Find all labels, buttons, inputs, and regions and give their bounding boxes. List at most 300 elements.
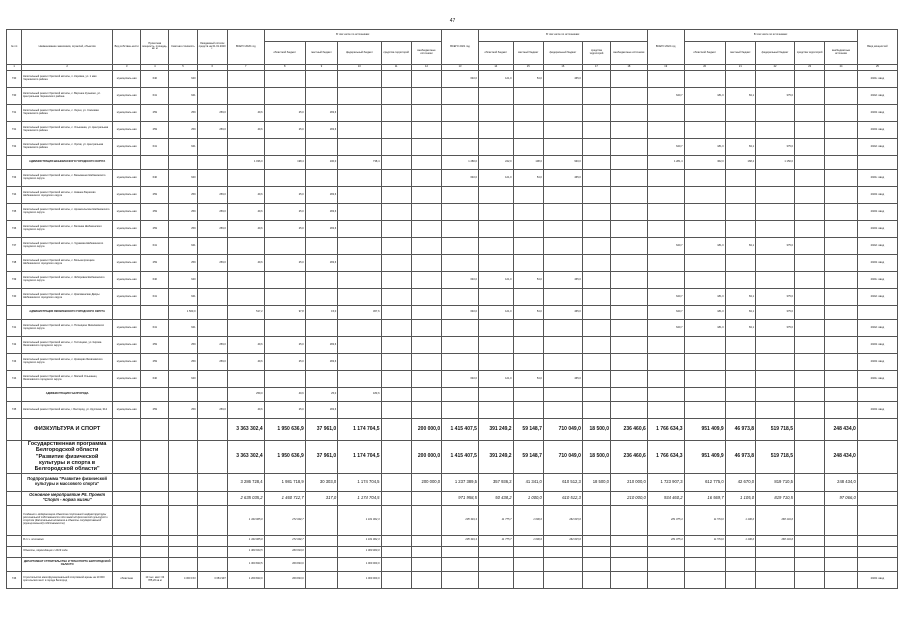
table-cell: 465,0 bbox=[543, 306, 582, 320]
table-cell bbox=[795, 473, 825, 491]
table-cell bbox=[197, 320, 227, 337]
table-cell: 18 500,0 bbox=[582, 441, 610, 474]
table-row bbox=[7, 238, 898, 255]
table-cell: 242,0 bbox=[478, 156, 513, 170]
table-cell bbox=[825, 402, 857, 419]
table-cell: 259 bbox=[141, 354, 169, 371]
col-header-extrabudget: внебюджетные источники bbox=[611, 42, 648, 65]
table-cell bbox=[338, 337, 381, 354]
table-cell: 1 161 902,3 bbox=[338, 505, 381, 535]
table-cell: 181,0 bbox=[684, 289, 725, 306]
section-row bbox=[7, 419, 898, 441]
table-cell bbox=[305, 571, 337, 588]
col-header-territorial: средства территорий bbox=[582, 42, 610, 65]
table-cell bbox=[141, 491, 169, 505]
table-cell bbox=[611, 571, 648, 588]
table-cell bbox=[478, 255, 513, 272]
table-cell: 744 bbox=[7, 371, 22, 388]
table-cell: 641 bbox=[141, 139, 169, 156]
column-index-cell: 19 bbox=[647, 65, 684, 71]
table-cell: 248 434,0 bbox=[825, 441, 857, 474]
col-header-regional: областной бюджет bbox=[478, 42, 513, 65]
table-cell bbox=[795, 105, 825, 122]
table-cell bbox=[197, 371, 227, 388]
table-cell bbox=[442, 546, 479, 557]
table-cell: 742 bbox=[7, 337, 22, 354]
table-cell: 610 512,3 bbox=[543, 473, 582, 491]
table-row bbox=[7, 272, 898, 289]
table-cell bbox=[825, 272, 857, 289]
table-cell bbox=[582, 88, 610, 105]
table-cell bbox=[305, 272, 337, 289]
table-cell: 357 936,2 bbox=[478, 473, 513, 491]
table-cell bbox=[582, 255, 610, 272]
table-cell: 37 961,0 bbox=[305, 441, 337, 474]
table-cell bbox=[411, 272, 441, 289]
table-cell bbox=[684, 255, 725, 272]
table-cell: 1 460 712,7 bbox=[264, 491, 305, 505]
table-cell: 281 075,4 bbox=[647, 535, 684, 546]
table-cell bbox=[582, 170, 610, 187]
table-cell: 183,6 bbox=[305, 255, 337, 272]
table-cell bbox=[756, 255, 795, 272]
col-header-regional: областной бюджет bbox=[684, 42, 725, 65]
table-cell bbox=[756, 388, 795, 402]
table-cell bbox=[141, 546, 169, 557]
column-index-cell: 21 bbox=[725, 65, 755, 71]
table-row bbox=[7, 122, 898, 139]
table-cell: 268 101,6 bbox=[756, 535, 795, 546]
table-cell bbox=[725, 388, 755, 402]
page-number: 47 bbox=[449, 18, 456, 24]
table-cell: 259,0 bbox=[197, 187, 227, 204]
table-cell bbox=[381, 289, 411, 306]
table-cell bbox=[411, 122, 441, 139]
table-cell: 2021г. ввод bbox=[857, 170, 897, 187]
table-cell bbox=[197, 88, 227, 105]
table-cell bbox=[478, 187, 513, 204]
table-cell bbox=[141, 557, 169, 571]
table-cell bbox=[543, 402, 582, 419]
table-cell bbox=[582, 289, 610, 306]
table-cell: 183,6 bbox=[305, 105, 337, 122]
table-cell: 641 bbox=[169, 320, 197, 337]
table-cell bbox=[197, 139, 227, 156]
table-cell: 1 000,0 bbox=[513, 535, 543, 546]
table-cell: 1 000,0 bbox=[513, 491, 543, 505]
table-cell bbox=[169, 491, 197, 505]
table-cell bbox=[756, 546, 795, 557]
table-cell bbox=[825, 535, 857, 546]
table-cell bbox=[684, 337, 725, 354]
table-cell bbox=[305, 289, 337, 306]
table-cell bbox=[478, 88, 513, 105]
section-row bbox=[7, 546, 898, 557]
table-cell bbox=[381, 354, 411, 371]
table-cell bbox=[7, 491, 22, 505]
table-cell: 735 bbox=[7, 204, 22, 221]
table-cell: 1 300 823,5 bbox=[227, 546, 264, 557]
table-cell: 205 391,3 bbox=[442, 535, 479, 546]
table-cell bbox=[647, 557, 684, 571]
column-index-cell: 2 bbox=[22, 65, 113, 71]
table-cell: 1 433 905,0 bbox=[227, 535, 264, 546]
col-header-estimated-cost: Сметная стоимость bbox=[169, 30, 197, 65]
table-cell bbox=[795, 402, 825, 419]
table-cell bbox=[543, 571, 582, 588]
table-cell bbox=[611, 122, 648, 139]
table-cell bbox=[582, 204, 610, 221]
col-header-total-2020: ВСЕГО 2020 год bbox=[227, 30, 264, 65]
table-cell bbox=[478, 238, 513, 255]
table-cell: 375,0 bbox=[756, 238, 795, 255]
table-cell: 25,0 bbox=[264, 354, 305, 371]
table-cell: 1 161 902,3 bbox=[338, 535, 381, 546]
table-cell bbox=[684, 204, 725, 221]
table-cell bbox=[381, 557, 411, 571]
table-cell: 259,0 bbox=[197, 221, 227, 238]
table-cell bbox=[857, 491, 897, 505]
table-cell bbox=[381, 170, 411, 187]
table-cell: 259 bbox=[141, 187, 169, 204]
table-cell bbox=[381, 272, 411, 289]
table-cell: 198,4 bbox=[264, 156, 305, 170]
table-cell: 819 710,5 bbox=[756, 473, 795, 491]
table-cell bbox=[338, 238, 381, 255]
table-cell: 640 bbox=[169, 371, 197, 388]
table-cell bbox=[795, 354, 825, 371]
table-cell bbox=[264, 139, 305, 156]
table-cell: 49,6 bbox=[227, 122, 264, 139]
table-cell bbox=[795, 557, 825, 571]
table-cell bbox=[411, 557, 441, 571]
table-cell: муниципаль-ная bbox=[113, 354, 141, 371]
table-cell bbox=[611, 354, 648, 371]
table-cell bbox=[7, 505, 22, 535]
table-cell bbox=[411, 221, 441, 238]
table-cell bbox=[684, 122, 725, 139]
table-cell: 640,7 bbox=[647, 306, 684, 320]
table-cell bbox=[647, 204, 684, 221]
table-cell: 84,1 bbox=[725, 320, 755, 337]
column-index-cell: 8 bbox=[264, 65, 305, 71]
table-cell bbox=[305, 535, 337, 546]
table-cell bbox=[169, 505, 197, 535]
table-cell: 739 bbox=[7, 272, 22, 289]
table-cell bbox=[513, 122, 543, 139]
table-cell: 317,0 bbox=[305, 491, 337, 505]
table-cell bbox=[442, 320, 479, 337]
table-cell: 183,6 bbox=[305, 337, 337, 354]
table-cell bbox=[756, 204, 795, 221]
table-cell bbox=[795, 170, 825, 187]
table-cell bbox=[442, 337, 479, 354]
table-cell: 934 460,2 bbox=[647, 491, 684, 505]
table-cell bbox=[725, 71, 755, 88]
table-cell bbox=[141, 441, 169, 474]
table-cell bbox=[725, 354, 755, 371]
table-cell bbox=[442, 571, 479, 588]
table-cell: 1 174 704,5 bbox=[338, 419, 381, 441]
table-cell: 16 569,7 bbox=[684, 491, 725, 505]
table-cell: 181,0 bbox=[684, 306, 725, 320]
table-cell: 259 bbox=[169, 255, 197, 272]
table-cell bbox=[543, 255, 582, 272]
table-cell: 183,6 bbox=[305, 204, 337, 221]
table-cell: муниципаль-ная bbox=[113, 371, 141, 388]
table-cell: 640 bbox=[141, 71, 169, 88]
table-cell bbox=[611, 139, 648, 156]
table-cell bbox=[825, 139, 857, 156]
table-cell: 15,0 bbox=[305, 306, 337, 320]
table-cell: 2020г. ввод bbox=[857, 221, 897, 238]
table-cell bbox=[543, 88, 582, 105]
table-row bbox=[7, 204, 898, 221]
table-cell: 84,1 bbox=[725, 306, 755, 320]
column-index-cell: 18 bbox=[611, 65, 648, 71]
table-row bbox=[7, 255, 898, 272]
table-cell: 641 bbox=[141, 320, 169, 337]
col-header-territorial: средства территорий bbox=[795, 42, 825, 65]
table-cell bbox=[825, 170, 857, 187]
group-header-sources-2022: В том числе по источникам: bbox=[684, 30, 857, 42]
table-cell bbox=[442, 122, 479, 139]
table-cell: 2020г. ввод bbox=[857, 402, 897, 419]
table-cell: 640,0 bbox=[442, 272, 479, 289]
table-cell bbox=[442, 289, 479, 306]
table-cell bbox=[411, 371, 441, 388]
table-cell bbox=[513, 187, 543, 204]
table-cell: 641 bbox=[141, 238, 169, 255]
table-cell: 46 973,8 bbox=[725, 441, 755, 474]
table-cell bbox=[611, 289, 648, 306]
table-cell: 375,0 bbox=[756, 306, 795, 320]
table-cell bbox=[7, 419, 22, 441]
table-cell bbox=[825, 71, 857, 88]
table-cell bbox=[725, 187, 755, 204]
table-cell bbox=[684, 170, 725, 187]
table-cell bbox=[305, 505, 337, 535]
table-cell: 641 bbox=[141, 88, 169, 105]
table-cell bbox=[647, 105, 684, 122]
table-cell bbox=[411, 491, 441, 505]
table-cell: 200 000,0 bbox=[411, 419, 441, 441]
table-cell: 25,0 bbox=[264, 221, 305, 238]
table-cell: 465,0 bbox=[543, 170, 582, 187]
table-cell bbox=[411, 105, 441, 122]
table-cell: 121,0 bbox=[478, 272, 513, 289]
table-cell bbox=[725, 571, 755, 588]
table-cell bbox=[795, 546, 825, 557]
table-cell: 640,7 bbox=[647, 88, 684, 105]
table-cell bbox=[227, 170, 264, 187]
table-cell bbox=[647, 71, 684, 88]
table-cell bbox=[141, 505, 169, 535]
table-cell bbox=[582, 122, 610, 139]
table-cell: 730 bbox=[7, 71, 22, 88]
table-cell bbox=[197, 289, 227, 306]
table-cell: 1 174 704,5 bbox=[338, 473, 381, 491]
table-cell: 641 bbox=[141, 289, 169, 306]
table-cell bbox=[582, 272, 610, 289]
table-cell bbox=[725, 170, 755, 187]
table-cell: 1 237 389,5 bbox=[442, 473, 479, 491]
table-cell: Капитальный ремонт братской могилы, с. Гостищево, ул. Кирова Яковлевского городского округа bbox=[22, 337, 113, 354]
table-cell bbox=[442, 88, 479, 105]
table-cell bbox=[478, 571, 513, 588]
table-cell bbox=[857, 546, 897, 557]
table-cell: 200 000,0 bbox=[411, 441, 441, 474]
table-cell: 1 269 823,0 bbox=[227, 571, 264, 588]
table-cell bbox=[7, 441, 22, 474]
table-cell: 84,1 bbox=[725, 238, 755, 255]
table-cell: Государственная программа Белгородской области "Развитие физической культуры и спорта в Белгородской области" bbox=[22, 441, 113, 474]
table-cell: 367,6 bbox=[338, 306, 381, 320]
table-cell: 640 bbox=[141, 371, 169, 388]
table-cell bbox=[684, 187, 725, 204]
table-cell: 1 766 634,3 bbox=[647, 441, 684, 474]
table-row bbox=[7, 571, 898, 588]
table-cell: 1 981 718,9 bbox=[264, 473, 305, 491]
table-cell bbox=[113, 441, 141, 474]
table-cell: 18 500,0 bbox=[582, 419, 610, 441]
table-cell: 84,1 bbox=[725, 139, 755, 156]
table-cell bbox=[411, 187, 441, 204]
table-cell: 259 bbox=[169, 221, 197, 238]
header-row-top bbox=[7, 30, 898, 42]
table-cell bbox=[7, 473, 22, 491]
table-cell: муниципаль-ная bbox=[113, 187, 141, 204]
table-cell bbox=[113, 306, 141, 320]
column-index-cell: 23 bbox=[795, 65, 825, 71]
table-cell bbox=[264, 272, 305, 289]
table-row bbox=[7, 337, 898, 354]
table-cell bbox=[725, 557, 755, 571]
table-cell bbox=[582, 535, 610, 546]
table-cell bbox=[582, 320, 610, 337]
table-cell: 59 148,7 bbox=[513, 441, 543, 474]
table-cell: 97,8 bbox=[264, 306, 305, 320]
table-cell: 259 bbox=[141, 105, 169, 122]
table-cell bbox=[338, 71, 381, 88]
table-cell: 25,0 bbox=[264, 122, 305, 139]
table-cell bbox=[411, 306, 441, 320]
table-cell bbox=[338, 105, 381, 122]
table-cell: 1 281,4 bbox=[647, 156, 684, 170]
table-cell: 465,0 bbox=[543, 71, 582, 88]
table-cell bbox=[197, 535, 227, 546]
table-cell bbox=[197, 441, 227, 474]
table-cell: 210 000,0 bbox=[611, 473, 648, 491]
table-cell bbox=[611, 402, 648, 419]
table-cell: 2022г. ввод bbox=[857, 238, 897, 255]
column-index-cell: 17 bbox=[582, 65, 610, 71]
table-cell: 640,7 bbox=[647, 289, 684, 306]
table-cell: 1 300 823,5 bbox=[227, 557, 264, 571]
table-cell bbox=[825, 571, 857, 588]
table-cell bbox=[543, 289, 582, 306]
table-cell bbox=[611, 238, 648, 255]
table-cell bbox=[611, 388, 648, 402]
table-cell bbox=[756, 221, 795, 238]
table-cell: 1 174 704,5 bbox=[338, 441, 381, 474]
table-cell bbox=[442, 388, 479, 402]
table-cell bbox=[478, 557, 513, 571]
table-cell: 1 723 907,3 bbox=[647, 473, 684, 491]
table-cell: 259 bbox=[141, 337, 169, 354]
table-cell: 819 710,5 bbox=[756, 491, 795, 505]
table-cell bbox=[197, 170, 227, 187]
table-cell: 54,0 bbox=[513, 170, 543, 187]
table-row bbox=[7, 320, 898, 337]
table-cell: 49,6 bbox=[227, 221, 264, 238]
col-header-capacity: Проектная мощность, площадь, кв. м bbox=[141, 30, 169, 65]
table-cell bbox=[338, 221, 381, 238]
table-cell: 54,0 bbox=[513, 371, 543, 388]
table-cell: 1 433 905,0 bbox=[227, 505, 264, 535]
column-index-cell: 7 bbox=[227, 65, 264, 71]
table-cell: 84,1 bbox=[725, 88, 755, 105]
table-cell bbox=[611, 546, 648, 557]
table-cell bbox=[442, 221, 479, 238]
table-cell bbox=[338, 255, 381, 272]
table-cell bbox=[7, 557, 22, 571]
table-cell: 121,0 bbox=[478, 170, 513, 187]
col-header-total-2021: ВСЕГО 2021 год bbox=[442, 30, 479, 65]
col-header-num: № пп bbox=[7, 30, 22, 65]
table-cell bbox=[611, 557, 648, 571]
col-header-local: местный бюджет bbox=[305, 42, 337, 65]
table-cell: 25,0 bbox=[264, 337, 305, 354]
table-cell: 710 049,0 bbox=[543, 441, 582, 474]
table-cell: 375,0 bbox=[756, 139, 795, 156]
table-cell bbox=[381, 371, 411, 388]
table-cell: 49,6 bbox=[264, 388, 305, 402]
table-cell: 259 bbox=[169, 402, 197, 419]
table-cell bbox=[381, 238, 411, 255]
table-cell bbox=[825, 546, 857, 557]
table-cell bbox=[264, 71, 305, 88]
table-cell bbox=[611, 505, 648, 535]
table-cell bbox=[411, 571, 441, 588]
table-cell bbox=[582, 71, 610, 88]
table-cell bbox=[197, 505, 227, 535]
table-cell: 168,2 bbox=[725, 156, 755, 170]
table-cell: Строительство многофункциональной спортивной арены на 10 000 зрительских мест в городе Белгород bbox=[22, 571, 113, 588]
table-cell bbox=[756, 354, 795, 371]
table-cell bbox=[197, 491, 227, 505]
table-cell bbox=[684, 402, 725, 419]
table-cell: 4 300 153 bbox=[169, 571, 197, 588]
table-cell bbox=[825, 88, 857, 105]
table-cell bbox=[411, 354, 441, 371]
table-cell: 640 bbox=[169, 272, 197, 289]
table-cell bbox=[381, 419, 411, 441]
table-cell: 1 766 634,3 bbox=[647, 419, 684, 441]
table-cell bbox=[338, 170, 381, 187]
table-cell bbox=[647, 388, 684, 402]
table-cell: ДЕПАРТАМЕНТ СТРОИТЕЛЬСТВА И ТРАНСПОРТА БЕЛГОРОДСКОЙ ОБЛАСТИ bbox=[22, 557, 113, 571]
table-cell bbox=[857, 473, 897, 491]
table-cell bbox=[478, 402, 513, 419]
table-cell: 465,0 bbox=[543, 272, 582, 289]
table-cell bbox=[684, 371, 725, 388]
table-cell: 1 000,0 bbox=[513, 505, 543, 535]
table-cell: 41 341,0 bbox=[513, 473, 543, 491]
table-cell bbox=[611, 170, 648, 187]
table-cell bbox=[442, 238, 479, 255]
column-index-cell: 22 bbox=[756, 65, 795, 71]
